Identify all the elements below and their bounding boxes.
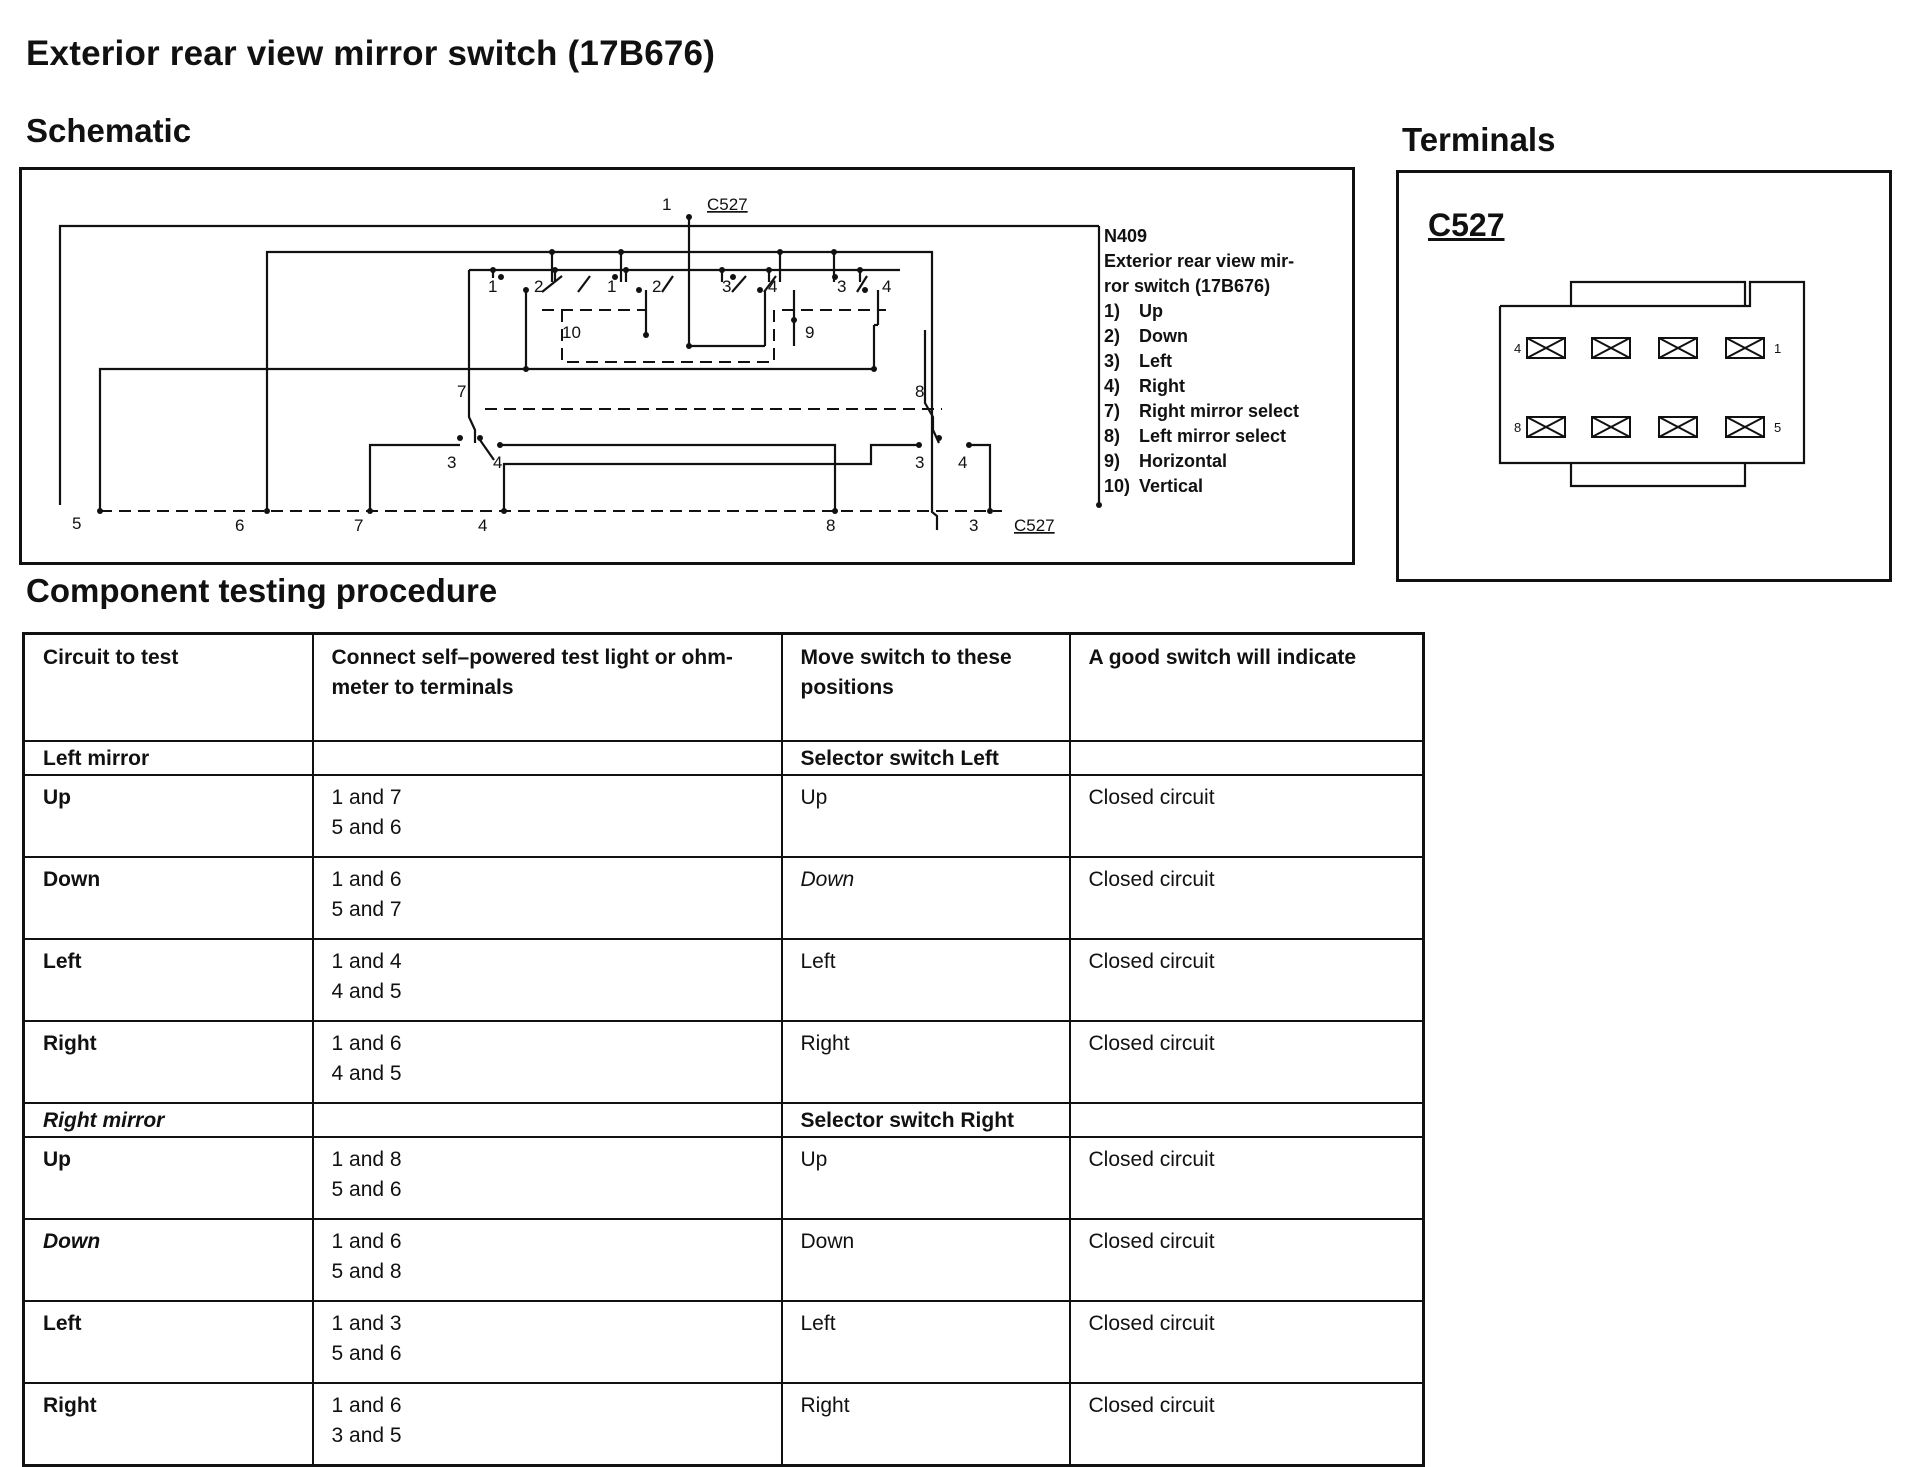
cell-terminals: 1 and 8 5 and 6 [313,1137,782,1219]
legend-item: 10) Vertical [1104,476,1204,496]
cell-terminals: 1 and 7 5 and 6 [313,775,782,857]
table-row [24,775,1424,857]
contact-label: 2 [652,277,662,296]
terminal-pin-label: 1 [1774,341,1782,356]
cell-circuit: Left [24,1301,313,1383]
left-select-label: 8 [915,382,925,401]
table-row [24,1021,1424,1103]
pin-label: 8 [826,516,836,535]
right-select-label: 7 [457,382,467,401]
terminal-connector-name: C527 [1428,207,1505,243]
legend-item: 7) Right mirror select [1104,401,1300,421]
terminal-pin-label: 8 [1514,420,1522,435]
column-header: A good switch will indicate [1070,634,1424,742]
vertical-label: 10 [562,323,581,342]
table-row [24,939,1424,1021]
cell-position: Up [782,775,1070,857]
cell-result: Closed circuit [1070,939,1424,1021]
cell-circuit: Right [24,1021,313,1103]
terminals-heading: Terminals [1402,121,1556,158]
legend-code: N409 [1104,226,1148,246]
cell-circuit: Up [24,1137,313,1219]
terminals-diagram [1396,170,1892,582]
table-row [24,857,1424,939]
connector-bottom-name: C527 [1014,516,1055,535]
schematic-legend [1104,224,1299,499]
cell-circuit: Up [24,775,313,857]
cell-result: Closed circuit [1070,1137,1424,1219]
contact-label: 4 [958,453,968,472]
contact-label: 3 [722,277,732,296]
pin-label: 3 [969,516,979,535]
terminal-pin-label: 4 [1514,341,1522,356]
cell-result: Closed circuit [1070,857,1424,939]
connector-top-pin: 1 [662,195,672,214]
table-row [24,1383,1424,1466]
cell-terminals: 1 and 3 5 and 6 [313,1301,782,1383]
contact-label: 3 [915,453,925,472]
legend-item: 8) Left mirror select [1104,426,1287,446]
legend-item: 1) Up [1104,301,1163,321]
cell-result: Closed circuit [1070,1301,1424,1383]
cell-circuit: Right [24,1383,313,1466]
contact-label: 4 [493,453,503,472]
legend-item: 2) Down [1104,326,1188,346]
group-selector: Selector switch Left [782,741,1070,775]
horizontal-label: 9 [805,323,815,342]
group-selector: Selector switch Right [782,1103,1070,1137]
contact-label: 4 [768,277,778,296]
testing-procedure-table [22,632,1425,1467]
cell-terminals: 1 and 4 4 and 5 [313,939,782,1021]
procedure-heading: Component testing procedure [26,572,498,609]
page-title: Exterior rear view mirror switch (17B676) [26,34,716,73]
cell-position: Up [782,1137,1070,1219]
cell-position: Right [782,1021,1070,1103]
cell-position: Down [782,857,1070,939]
group-circuit: Left mirror [24,741,313,775]
legend-item: 9) Horizontal [1104,451,1227,471]
contact-label: 4 [882,277,892,296]
cell-circuit: Left [24,939,313,1021]
legend-item: 3) Left [1104,351,1172,371]
contact-label: 1 [488,277,498,296]
cell-circuit: Down [24,857,313,939]
group-circuit: Right mirror [24,1103,313,1137]
pin-label: 5 [72,514,82,533]
column-header: Move switch to these positions [782,634,1070,742]
contact-label: 2 [534,277,544,296]
cell-result: Closed circuit [1070,775,1424,857]
contact-label: 3 [447,453,457,472]
legend-item: 4) Right [1104,376,1185,396]
cell-terminals: 1 and 6 3 and 5 [313,1383,782,1466]
pin-label: 7 [354,516,364,535]
pin-label: 6 [235,516,245,535]
legend-name: Exterior rear view mir- [1104,251,1295,271]
cell-terminals: 1 and 6 5 and 8 [313,1219,782,1301]
column-header: Circuit to test [24,634,313,742]
cell-circuit: Down [24,1219,313,1301]
cell-result: Closed circuit [1070,1383,1424,1466]
pin-label: 4 [478,516,488,535]
schematic-heading: Schematic [26,112,192,149]
contact-label: 3 [837,277,847,296]
legend-name: ror switch (17B676) [1104,276,1271,296]
table-row [24,1137,1424,1219]
table-header-row [24,634,1424,742]
cell-result: Closed circuit [1070,1219,1424,1301]
cell-position: Left [782,1301,1070,1383]
cell-position: Down [782,1219,1070,1301]
connector-face-drawing [1399,173,1889,579]
group-row-right-mirror [24,1103,1424,1137]
table-row [24,1219,1424,1301]
table-row [24,1301,1424,1383]
cell-terminals: 1 and 6 5 and 7 [313,857,782,939]
cell-position: Left [782,939,1070,1021]
cell-terminals: 1 and 6 4 and 5 [313,1021,782,1103]
cell-result: Closed circuit [1070,1021,1424,1103]
connector-top-name: C527 [707,195,748,214]
contact-label: 1 [607,277,617,296]
terminal-pin-label: 5 [1774,420,1782,435]
cell-position: Right [782,1383,1070,1466]
group-row-left-mirror [24,741,1424,775]
column-header: Connect self–powered test light or ohm-meter to terminals [313,634,782,742]
